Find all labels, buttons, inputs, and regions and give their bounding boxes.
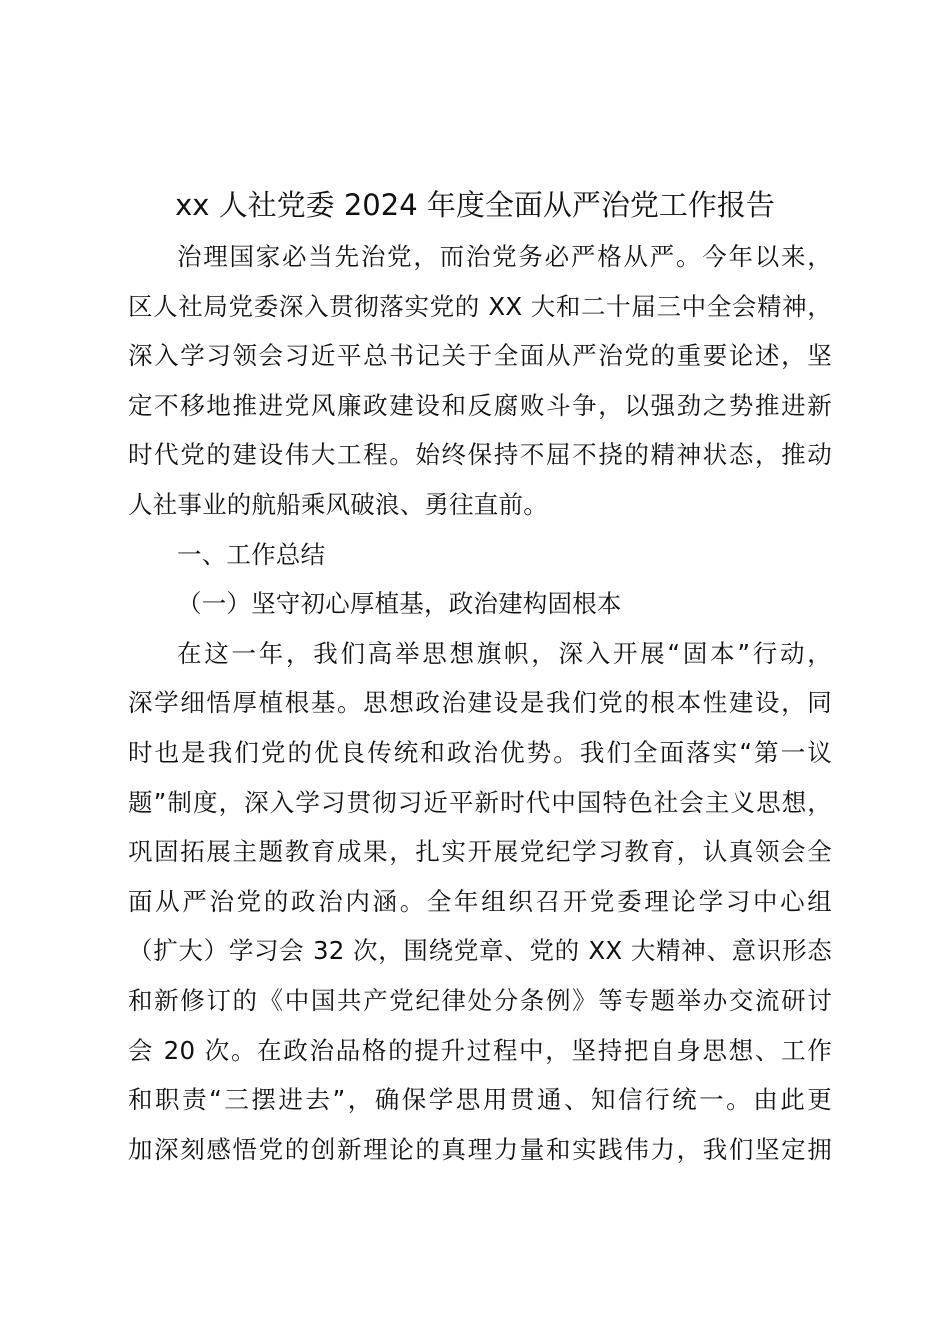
paragraph-line: 深入学习领会习近平总书记关于全面从严治党的重要论述，坚 — [128, 341, 832, 371]
section-heading: 一、工作总结 — [177, 539, 326, 569]
document-title: xx 人社党委 2024 年度全面从严治党工作报告 — [175, 188, 775, 222]
paragraph-line: 定不移地推进党风廉政建设和反腐败斗争，以强劲之势推进新 — [128, 390, 832, 420]
document-body — [128, 232, 832, 1174]
paragraph-line: 在这一年，我们高举思想旗帜，深入开展“固本”行动， — [177, 638, 832, 668]
paragraph-line: 区人社局党委深入贯彻落实党的 XX 大和二十届三中全会精神， — [128, 291, 832, 321]
paragraph-line: 加深刻感悟党的创新理论的真理力量和实践伟力，我们坚定拥 — [128, 1134, 832, 1164]
paragraph-line: 深学细悟厚植根基。思想政治建设是我们党的根本性建设，同 — [128, 688, 832, 718]
subsection-heading: （一）坚守初心厚植基，政治建构固根本 — [177, 589, 622, 619]
paragraph-line: 巩固拓展主题教育成果，扎实开展党纪学习教育，认真领会全 — [128, 837, 832, 867]
paragraph-line: 人社事业的航船乘风破浪、勇往直前。 — [128, 489, 548, 519]
paragraph-line: 会 20 次。在政治品格的提升过程中，坚持把自身思想、工作 — [128, 1035, 832, 1065]
paragraph-line: 治理国家必当先治党，而治党务必严格从严。今年以来， — [177, 242, 832, 271]
paragraph-line: 时也是我们党的优良传统和政治优势。我们全面落实“第一议 — [128, 737, 832, 767]
paragraph-line: 时代党的建设伟大工程。始终保持不屈不挠的精神状态，推动 — [128, 440, 832, 470]
paragraph-line: 题”制度，深入学习贯彻习近平新时代中国特色社会主义思想， — [128, 787, 832, 817]
paragraph-line: （扩大）学习会 32 次，围绕党章、党的 XX 大精神、意识形态 — [128, 936, 832, 966]
paragraph-line: 面从严治党的政治内涵。全年组织召开党委理论学习中心组 — [128, 886, 832, 916]
paragraph-line: 和职责“三摆进去”，确保学思用贯通、知信行统一。由此更 — [128, 1085, 832, 1115]
paragraph-line: 和新修订的《中国共产党纪律处分条例》等专题举办交流研讨 — [128, 985, 832, 1015]
